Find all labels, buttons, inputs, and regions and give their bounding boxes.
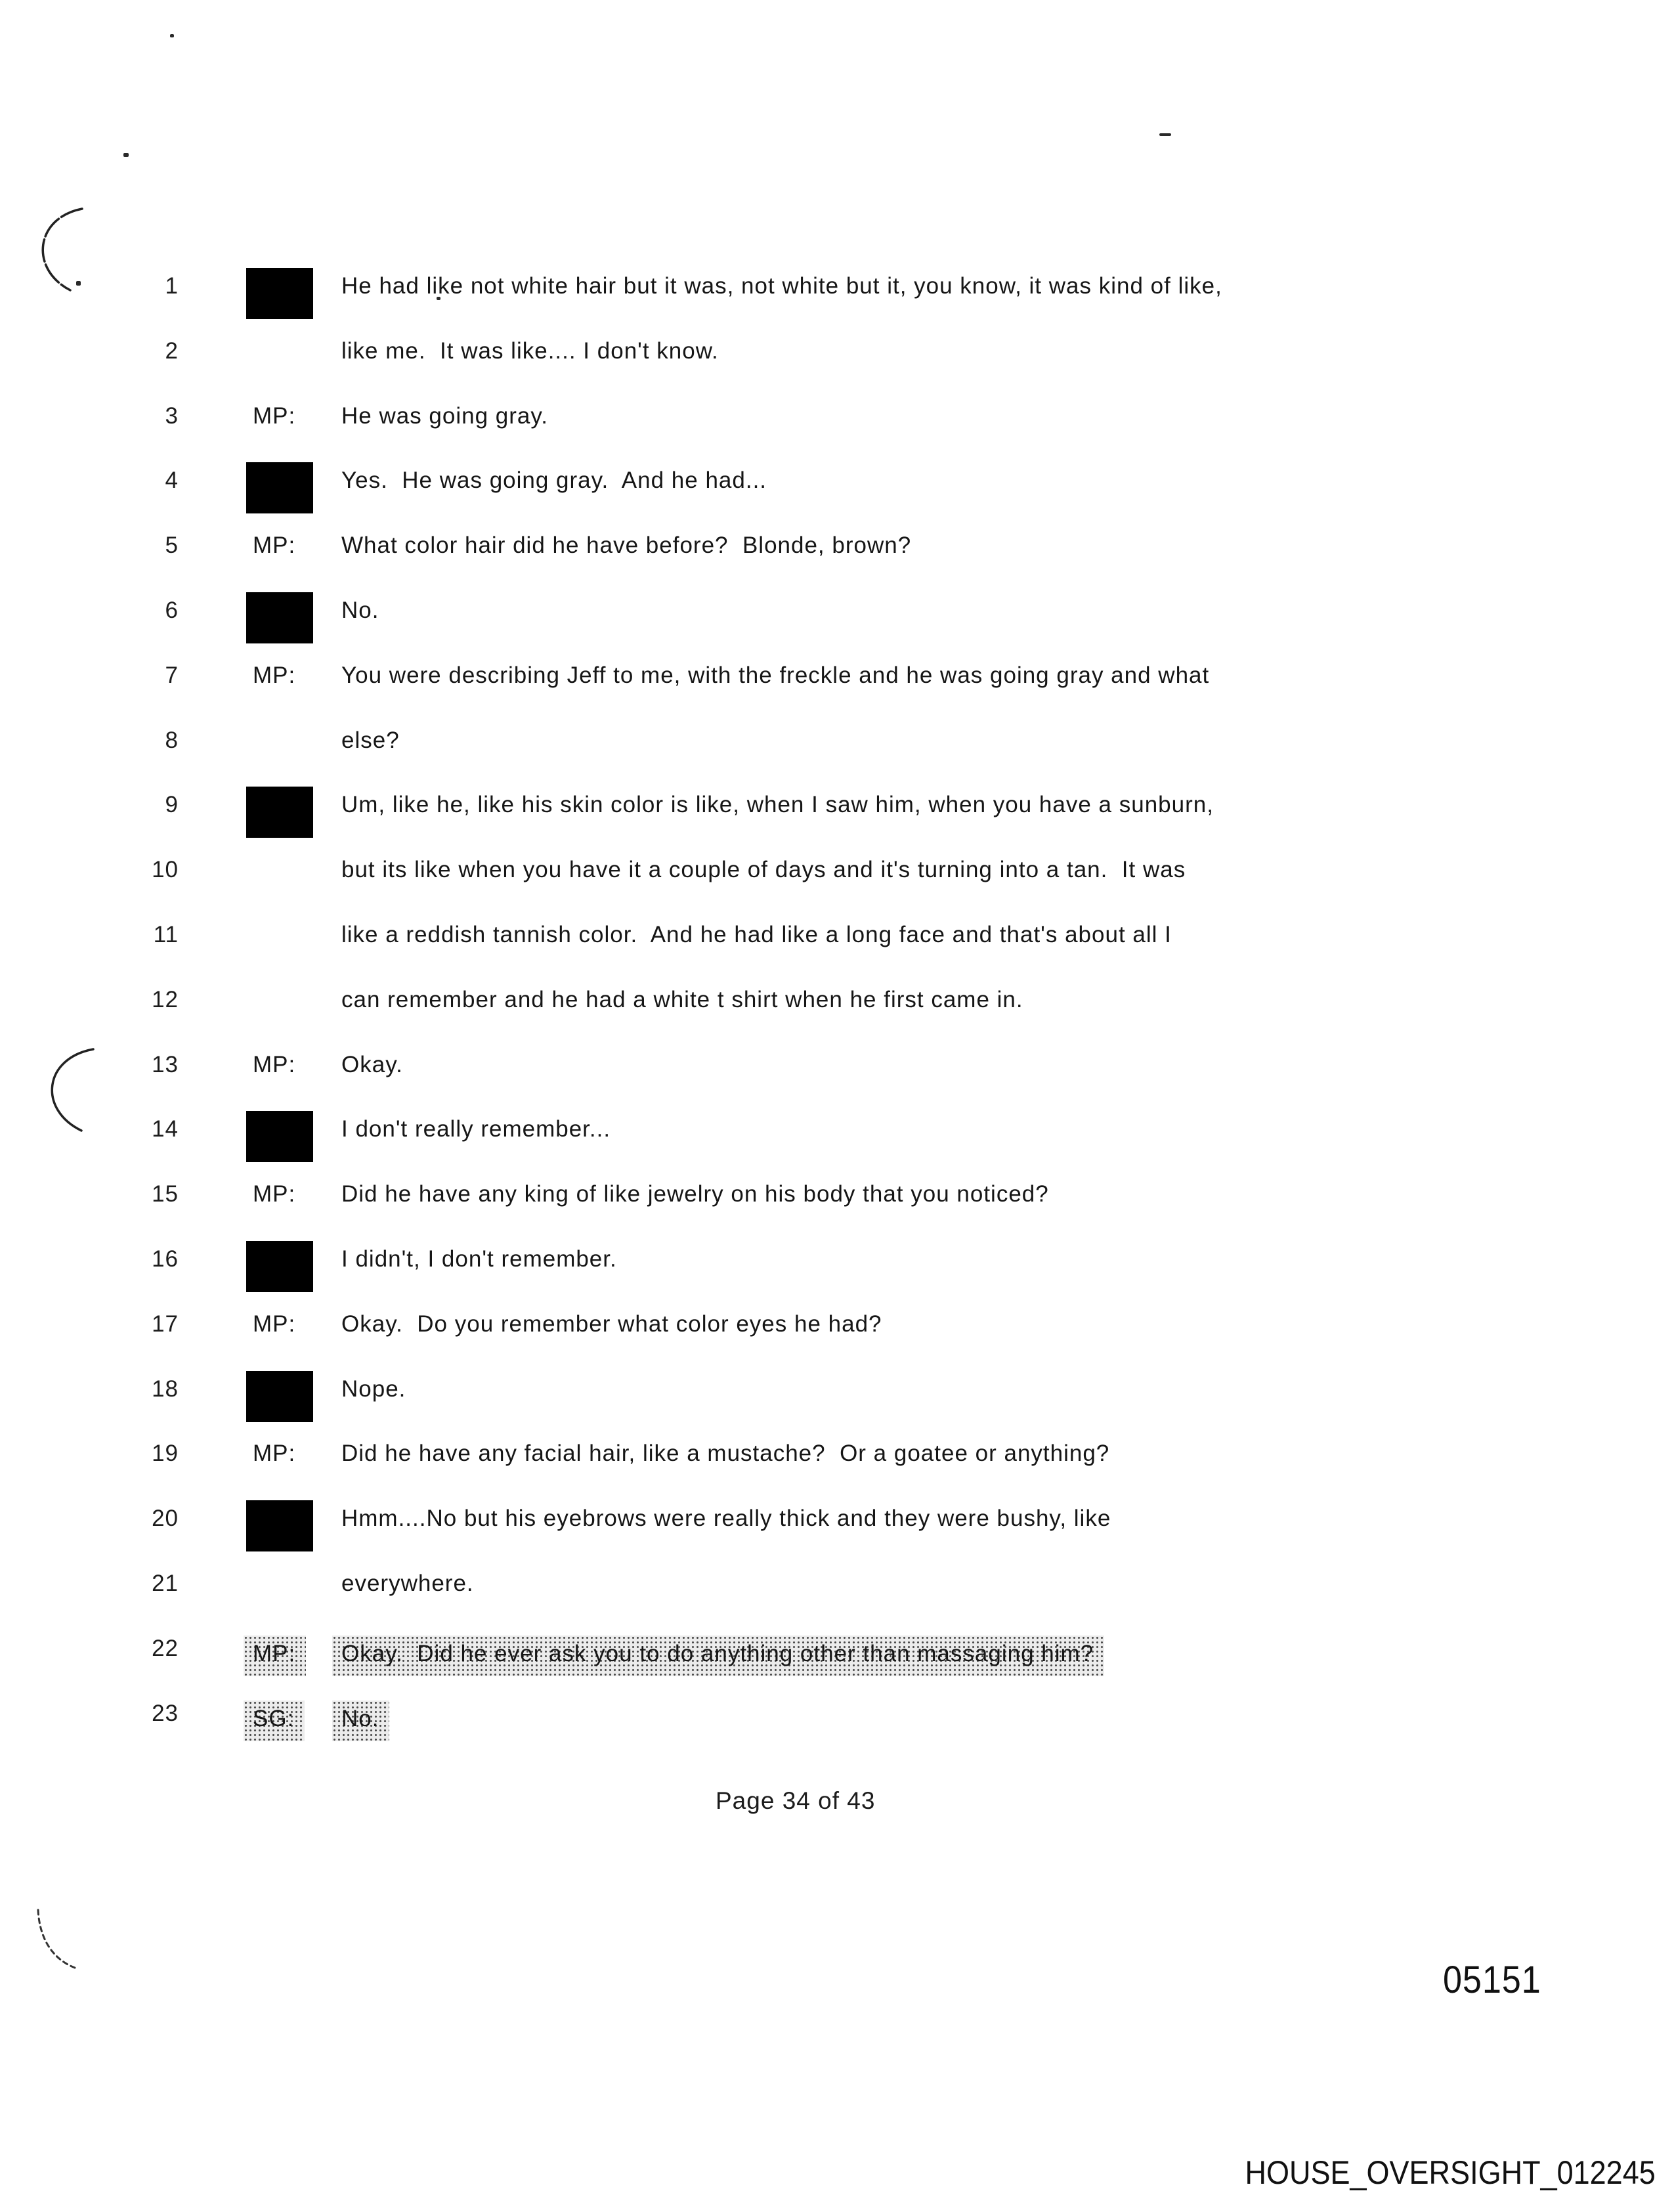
line-text: Yes. He was going gray. And he had...	[341, 467, 767, 493]
transcript-line	[0, 848, 1674, 913]
redaction-box	[246, 1241, 313, 1292]
line-text: Okay. Do you remember what color eyes he had?	[341, 1311, 882, 1337]
line-number: 22	[152, 1636, 179, 1661]
line-text: Did he have any facial hair, like a mustache? Or a goatee or anything?	[341, 1441, 1110, 1466]
line-number: 20	[152, 1506, 179, 1531]
line-text: like me. It was like.... I don't know.	[341, 338, 719, 364]
line-number: 15	[152, 1181, 179, 1207]
transcript-line	[0, 523, 1674, 588]
line-text: Okay. Did he ever ask you to do anything other than massaging him?	[332, 1636, 1104, 1676]
line-text: I don't really remember...	[341, 1116, 611, 1142]
line-number: 3	[165, 403, 179, 429]
transcript-line	[0, 653, 1674, 718]
line-number: 6	[165, 597, 179, 623]
line-text: He had like not white hair but it was, not white but it, you know, it was kind of like,	[341, 273, 1222, 299]
transcript-line	[0, 978, 1674, 1043]
line-text: everywhere.	[341, 1571, 474, 1596]
speaker-column	[0, 1431, 341, 1496]
line-number: 8	[165, 727, 179, 753]
speaker-column	[0, 1561, 341, 1626]
scan-speck	[123, 153, 129, 157]
transcript-line	[0, 1431, 1674, 1496]
line-text: No.	[332, 1701, 389, 1741]
scan-mark-arc-bottom-left	[34, 1907, 93, 1980]
transcript-line	[0, 1107, 1674, 1172]
line-number: 18	[152, 1376, 179, 1402]
line-text: like a reddish tannish color. And he had like a long face and that's about all I	[341, 922, 1172, 947]
line-number: 19	[152, 1441, 179, 1466]
transcript-line	[0, 1172, 1674, 1237]
transcript-line	[0, 783, 1674, 848]
redaction-box	[246, 1111, 313, 1162]
line-text: but its like when you have it a couple of days and it's turning into a tan. It was	[341, 857, 1186, 882]
line-number: 21	[152, 1571, 179, 1596]
stamp-number: 05151	[1443, 1959, 1541, 2001]
transcript-line	[0, 1367, 1674, 1432]
line-number: 16	[152, 1246, 179, 1272]
transcript-line	[0, 1691, 1674, 1756]
transcript-line	[0, 1496, 1674, 1561]
redaction-box	[246, 592, 313, 643]
line-number: 11	[153, 922, 179, 947]
transcript-line	[0, 394, 1674, 459]
bates-number: HOUSE_OVERSIGHT_012245	[1245, 2154, 1656, 2191]
speaker-label: MP:	[253, 1052, 296, 1077]
speaker-column	[0, 394, 341, 459]
speaker-column	[0, 1043, 341, 1108]
speaker-label: MP:	[244, 1636, 306, 1676]
line-text: What color hair did he have before? Blonde, brown?	[341, 532, 912, 558]
transcript-line	[0, 264, 1674, 329]
line-text: Did he have any king of like jewelry on his body that you noticed?	[341, 1181, 1049, 1207]
speaker-column	[0, 264, 341, 329]
transcript-line	[0, 588, 1674, 653]
line-number: 17	[152, 1311, 179, 1337]
speaker-column	[0, 1626, 341, 1691]
speaker-column	[0, 848, 341, 913]
speaker-column	[0, 458, 341, 523]
line-number: 1	[165, 273, 179, 299]
line-text: else?	[341, 727, 400, 753]
scan-speck	[170, 34, 174, 37]
line-number: 4	[165, 467, 179, 493]
speaker-column	[0, 1107, 341, 1172]
speaker-column	[0, 1496, 341, 1561]
speaker-column	[0, 329, 341, 394]
transcript-line	[0, 458, 1674, 523]
redaction-box	[246, 787, 313, 838]
line-text: I didn't, I don't remember.	[341, 1246, 617, 1272]
line-number: 13	[152, 1052, 179, 1077]
speaker-label: SG:	[244, 1701, 305, 1741]
line-text: He was going gray.	[341, 403, 549, 429]
line-number: 23	[152, 1701, 179, 1726]
line-number: 7	[165, 662, 179, 688]
line-number: 10	[152, 857, 179, 882]
line-text: You were describing Jeff to me, with the freckle and he was going gray and what	[341, 662, 1210, 688]
speaker-label: MP:	[253, 1311, 296, 1337]
transcript-line	[0, 913, 1674, 978]
speaker-column	[0, 653, 341, 718]
speaker-column	[0, 1691, 341, 1756]
transcript-line	[0, 718, 1674, 783]
speaker-label: MP:	[253, 662, 296, 688]
line-number: 2	[165, 338, 179, 364]
redaction-box	[246, 268, 313, 319]
transcript-line	[0, 1237, 1674, 1302]
speaker-column	[0, 1237, 341, 1302]
speaker-column	[0, 978, 341, 1043]
speaker-column	[0, 523, 341, 588]
speaker-column	[0, 783, 341, 848]
line-text: No.	[341, 597, 379, 623]
line-number: 5	[165, 532, 179, 558]
speaker-column	[0, 913, 341, 978]
transcript-line	[0, 329, 1674, 394]
speaker-column	[0, 1172, 341, 1237]
speaker-column	[0, 1302, 341, 1367]
line-text: Okay.	[341, 1052, 403, 1077]
line-number: 12	[152, 987, 179, 1012]
line-text: Um, like he, like his skin color is like, when I saw him, when you have a sunburn,	[341, 792, 1214, 817]
speaker-label: MP:	[253, 1181, 296, 1207]
speaker-column	[0, 718, 341, 783]
speaker-column	[0, 588, 341, 653]
line-text: Hmm....No but his eyebrows were really thick and they were bushy, like	[341, 1506, 1111, 1531]
transcript-line	[0, 1561, 1674, 1626]
scan-dash	[1159, 133, 1171, 136]
line-number: 9	[165, 792, 179, 817]
line-number: 14	[152, 1116, 179, 1142]
transcript-line	[0, 1626, 1674, 1691]
redaction-box	[246, 1500, 313, 1551]
line-text: Nope.	[341, 1376, 406, 1402]
transcript-line	[0, 1302, 1674, 1367]
speaker-label: MP:	[253, 403, 296, 429]
line-text: can remember and he had a white t shirt when he first came in.	[341, 987, 1023, 1012]
speaker-label: MP:	[253, 532, 296, 558]
transcript-line	[0, 1043, 1674, 1108]
redaction-box	[246, 1371, 313, 1422]
page-number-footer: Page 34 of 43	[716, 1787, 876, 1814]
speaker-column	[0, 1367, 341, 1432]
redaction-box	[246, 462, 313, 513]
speaker-label: MP:	[253, 1441, 296, 1466]
